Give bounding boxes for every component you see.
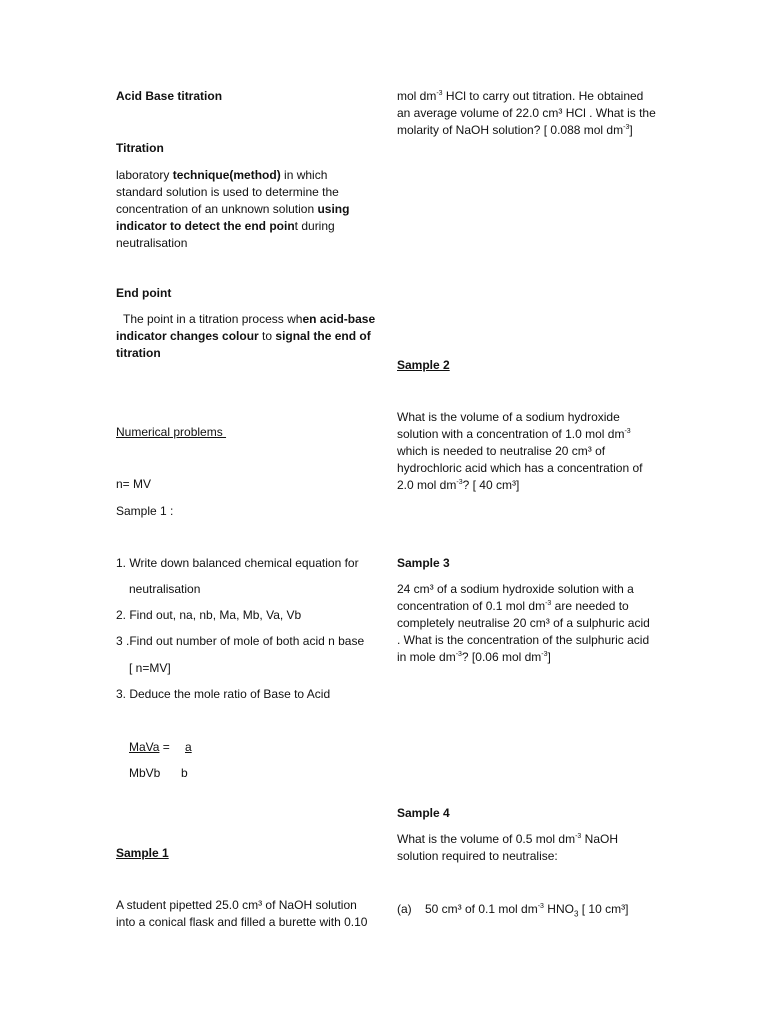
text-run: laboratory (116, 168, 173, 182)
numerical-problems-heading: Numerical problems (116, 425, 227, 439)
text-run: t during neutralisation (116, 219, 335, 250)
step-item: 3. Deduce the mole ratio of Base to Acid (116, 687, 331, 701)
superscript: -3 (537, 903, 544, 910)
superscript: -3 (545, 600, 552, 607)
step-item: [ n=MV] (129, 661, 171, 675)
sample-4-text (397, 831, 632, 865)
text-run: The point in a titration process wh (123, 312, 303, 326)
titration-heading: Titration (116, 141, 164, 155)
sample-4-heading: Sample 4 (397, 806, 450, 820)
sample-1-heading: Sample 1 (116, 846, 169, 860)
sample-1-text: A student pipetted 25.0 cm³ of NaOH solution into a conical flask and filled a burette with 0.10 (116, 898, 368, 929)
step-item: neutralisation (129, 582, 201, 596)
text-run: What is the volume of 0.5 mol dm (397, 832, 576, 846)
sample-2-heading: Sample 2 (397, 358, 450, 372)
document-title: Acid Base titration (116, 89, 223, 103)
bold-term: using indicator to detect the end poin (116, 202, 350, 233)
step-item: 3 .Find out number of mole of both acid n base (116, 634, 365, 648)
ratio-numerator (129, 739, 173, 756)
text-run: to (258, 329, 276, 343)
titration-definition (116, 167, 372, 252)
ratio-term: MaVa (129, 740, 160, 754)
text-run: ? [0.06 mol dm (461, 650, 542, 664)
sample-4-part-a-text (425, 901, 628, 918)
equals-sign: = (159, 740, 174, 754)
sample-1-intro: Sample 1 : (116, 504, 174, 518)
sample-1-continuation (397, 88, 659, 139)
superscript: -3 (541, 651, 548, 658)
text-run: [ 10 cm³] (578, 902, 629, 916)
ratio-a: a (185, 740, 192, 754)
ratio-denominator: MbVb (129, 766, 161, 780)
sample-3-text (397, 581, 653, 666)
sample-4-part-a-label: (a) (397, 902, 412, 916)
bold-term: en acid-base indicator changes colour (116, 312, 376, 343)
text-run: mol dm (397, 89, 437, 103)
ratio-b: b (181, 766, 188, 780)
text-run: are needed to completely neutralise 20 cm³ of a sulphuric acid . What is the concentration of the sulphuric acid in mole dm (397, 599, 650, 664)
formula: n= MV (116, 477, 152, 491)
superscript: -3 (623, 124, 630, 131)
text-run: which is needed to neutralise 20 cm³ of hydrochloric acid which has a concentration of 2.0 mol dm (397, 444, 643, 492)
step-item: 2. Find out, na, nb, Ma, Mb, Va, Vb (116, 608, 302, 622)
endpoint-definition (116, 311, 378, 362)
text-run: ] (547, 650, 551, 664)
superscript: -3 (456, 479, 463, 486)
text-run: ] (629, 123, 633, 137)
step-item: 1. Write down balanced chemical equation for (116, 556, 359, 570)
text-run: What is the volume of a sodium hydroxide solution with a concentration of 1.0 mol dm (397, 410, 625, 441)
sample-2-text (397, 409, 647, 494)
text-run: 50 cm³ of 0.1 mol dm (425, 902, 538, 916)
text-run: HNO (543, 902, 574, 916)
sample-3-heading: Sample 3 (397, 556, 450, 570)
bold-term: technique(method) (172, 168, 281, 182)
text-run: HCl to carry out titration. He obtained an average volume of 22.0 cm³ HCl . What is the molarity of NaOH solution? [ 0.088 mol dm (397, 89, 656, 137)
superscript: -3 (575, 833, 582, 840)
text-run: in which standard solution is used to determine the concentration of an unknown solution (116, 168, 339, 216)
superscript: -3 (436, 90, 443, 97)
superscript: -3 (455, 651, 462, 658)
text-run: 24 cm³ of a sodium hydroxide solution with a concentration of 0.1 mol dm (397, 582, 634, 613)
endpoint-heading: End point (116, 286, 172, 300)
bold-term: signal the end of titration (116, 329, 371, 360)
text-run: NaOH solution required to neutralise: (397, 832, 618, 863)
superscript: -3 (624, 428, 631, 435)
text-run: ? [ 40 cm³] (462, 478, 520, 492)
subscript: 3 (573, 909, 579, 919)
